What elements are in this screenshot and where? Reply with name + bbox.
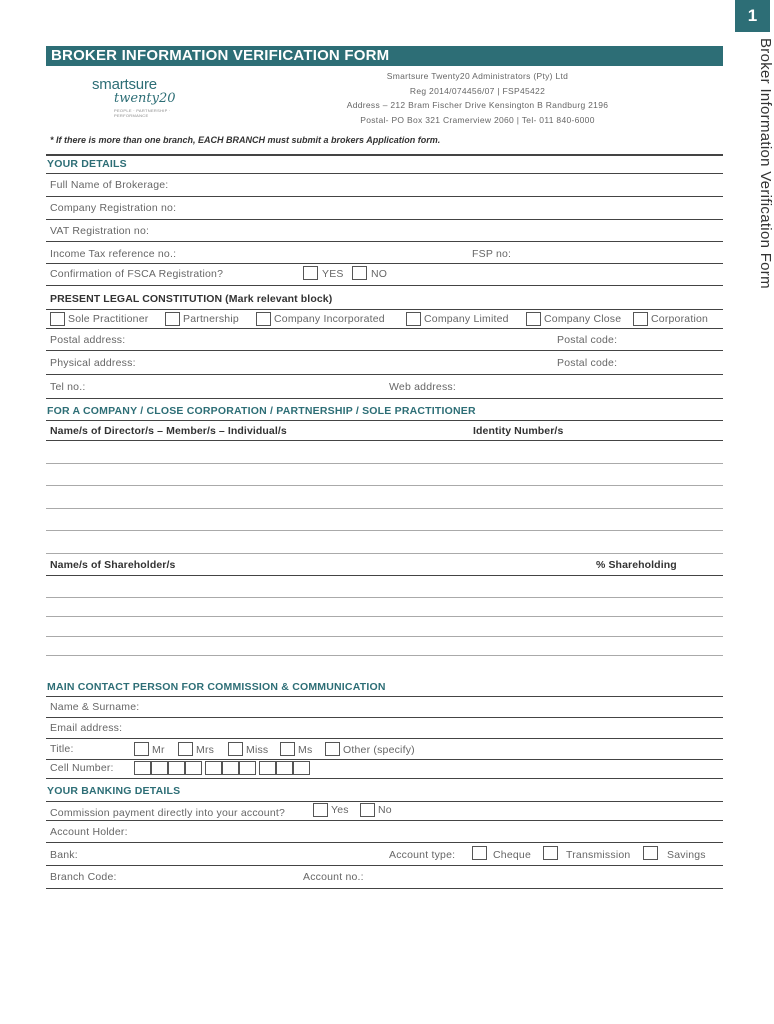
page-number: 1 — [735, 0, 770, 32]
title-mr-checkbox[interactable] — [134, 742, 149, 756]
divider — [46, 759, 723, 760]
cell-digit-box[interactable] — [168, 761, 185, 775]
contact-heading: MAIN CONTACT PERSON FOR COMMISSION & COMMUNICATION — [47, 681, 386, 693]
title-ms-checkbox[interactable] — [280, 742, 295, 756]
cell-digit-box[interactable] — [222, 761, 239, 775]
commission-label: Commission payment directly into your account? — [50, 807, 286, 819]
divider — [46, 778, 723, 779]
banking-heading: YOUR BANKING DETAILS — [47, 785, 181, 797]
cheque-label: Cheque — [493, 849, 531, 861]
divider — [46, 154, 723, 156]
title-ms-label: Ms — [298, 744, 313, 756]
branch-code-label[interactable]: Branch Code: — [50, 871, 117, 883]
divider — [46, 801, 723, 802]
director-line[interactable] — [46, 508, 723, 509]
corporation-label: Corporation — [651, 313, 709, 325]
title-mrs-label: Mrs — [196, 744, 215, 756]
divider — [46, 173, 723, 174]
web-address-label[interactable]: Web address: — [389, 381, 456, 393]
divider — [46, 888, 723, 889]
divider — [46, 842, 723, 843]
divider — [46, 865, 723, 866]
divider — [46, 696, 723, 697]
divider — [46, 374, 723, 375]
divider — [46, 328, 723, 329]
title-other-label: Other (specify) — [343, 744, 415, 756]
director-line[interactable] — [46, 485, 723, 486]
postal-code-2-label[interactable]: Postal code: — [557, 357, 618, 369]
vat-label[interactable]: VAT Registration no: — [50, 225, 150, 237]
director-line[interactable] — [46, 463, 723, 464]
divider — [46, 309, 723, 310]
shareholder-line[interactable] — [46, 616, 723, 617]
branch-note: * If there is more than one branch, EACH BRANCH must submit a brokers Application form. — [50, 135, 441, 145]
form-title: BROKER INFORMATION VERIFICATION FORM — [46, 46, 723, 66]
cheque-checkbox[interactable] — [472, 846, 487, 860]
divider — [46, 398, 723, 399]
title-other-checkbox[interactable] — [325, 742, 340, 756]
postal-code-label[interactable]: Postal code: — [557, 334, 618, 346]
divider — [46, 738, 723, 739]
logo-main-text: smartsure — [92, 76, 157, 93]
transmission-label: Transmission — [566, 849, 631, 861]
divider — [46, 717, 723, 718]
shareholder-line[interactable] — [46, 636, 723, 637]
logo-tagline: PEOPLE · PARTNERSHIP · PERFORMANCE — [114, 108, 171, 118]
title-label: Title: — [50, 743, 74, 755]
bank-label[interactable]: Bank: — [50, 849, 78, 861]
commission-yes-checkbox[interactable] — [313, 803, 328, 817]
divider — [46, 241, 723, 242]
company-incorporated-label: Company Incorporated — [274, 313, 385, 325]
brokerage-label[interactable]: Full Name of Brokerage: — [50, 179, 169, 191]
cell-digit-box[interactable] — [259, 761, 276, 775]
physical-address-label[interactable]: Physical address: — [50, 357, 136, 369]
company-address: Address – 212 Bram Fischer Drive Kensington B Randburg 2196 — [346, 100, 609, 110]
contact-name-label[interactable]: Name & Surname: — [50, 701, 140, 713]
commission-no-checkbox[interactable] — [360, 803, 375, 817]
your-details-heading: YOUR DETAILS — [47, 158, 127, 170]
company-limited-label: Company Limited — [424, 313, 509, 325]
account-type-label: Account type: — [389, 849, 456, 861]
shareholders-heading: Name/s of Shareholder/s — [50, 559, 176, 571]
sole-practitioner-checkbox[interactable] — [50, 312, 65, 326]
divider — [46, 350, 723, 351]
company-logo — [92, 76, 176, 118]
sole-practitioner-label: Sole Practitioner — [68, 313, 149, 325]
company-reg-label[interactable]: Company Registration no: — [50, 202, 177, 214]
fsca-yes-label: YES — [322, 268, 344, 280]
cell-digit-box[interactable] — [205, 761, 222, 775]
title-mrs-checkbox[interactable] — [178, 742, 193, 756]
divider — [46, 219, 723, 220]
commission-yes-label: Yes — [331, 804, 349, 816]
identity-heading: Identity Number/s — [473, 425, 564, 437]
company-reg: Reg 2014/074456/07 | FSP45422 — [409, 85, 546, 96]
divider — [46, 420, 723, 421]
fsca-no-checkbox[interactable] — [352, 266, 367, 280]
cell-digit-box[interactable] — [134, 761, 151, 775]
shareholder-line[interactable] — [46, 655, 723, 656]
director-line[interactable] — [46, 553, 723, 554]
savings-checkbox[interactable] — [643, 846, 658, 860]
title-miss-label: Miss — [246, 744, 269, 756]
cell-digit-box[interactable] — [276, 761, 293, 775]
cell-digit-box[interactable] — [293, 761, 310, 775]
income-tax-label[interactable]: Income Tax reference no.: — [50, 248, 177, 260]
company-close-label: Company Close — [544, 313, 622, 325]
partnership-checkbox[interactable] — [165, 312, 180, 326]
divider — [46, 285, 723, 286]
shareholder-line[interactable] — [46, 597, 723, 598]
postal-address-label[interactable]: Postal address: — [50, 334, 126, 346]
divider — [46, 263, 723, 264]
cell-digit-box[interactable] — [185, 761, 202, 775]
account-no-label[interactable]: Account no.: — [303, 871, 364, 883]
commission-no-label: No — [378, 804, 392, 816]
divider — [46, 440, 723, 441]
fsca-label: Confirmation of FSCA Registration? — [50, 268, 224, 280]
legal-heading: PRESENT LEGAL CONSTITUTION (Mark relevant block) — [50, 293, 333, 305]
company-postal: Postal- PO Box 321 Cramerview 2060 | Tel- 011 840-6000 — [360, 114, 595, 125]
tel-label[interactable]: Tel no.: — [50, 381, 86, 393]
shareholding-heading: % Shareholding — [596, 559, 677, 571]
divider — [46, 820, 723, 821]
savings-label: Savings — [667, 849, 706, 861]
account-holder-label[interactable]: Account Holder: — [50, 826, 128, 838]
company-name: Smartsure Twenty20 Administrators (Pty) Ltd — [386, 71, 569, 81]
fsca-yes-checkbox[interactable] — [303, 266, 318, 280]
email-label[interactable]: Email address: — [50, 722, 123, 734]
company-info — [320, 69, 635, 127]
company-section-heading: FOR A COMPANY / CLOSE CORPORATION / PARTNERSHIP / SOLE PRACTITIONER — [47, 405, 476, 417]
logo-sub-text: twenty20 — [114, 91, 176, 106]
side-title: Broker Information Verification Form — [757, 38, 774, 289]
partnership-label: Partnership — [183, 313, 239, 325]
cell-digit-box[interactable] — [239, 761, 256, 775]
company-close-checkbox[interactable] — [526, 312, 541, 326]
divider — [46, 196, 723, 197]
fsca-no-label: NO — [371, 268, 388, 280]
title-miss-checkbox[interactable] — [228, 742, 243, 756]
company-limited-checkbox[interactable] — [406, 312, 421, 326]
director-line[interactable] — [46, 530, 723, 531]
title-mr-label: Mr — [152, 744, 165, 756]
directors-heading: Name/s of Director/s – Member/s – Individual/s — [50, 425, 287, 437]
company-incorporated-checkbox[interactable] — [256, 312, 271, 326]
divider — [46, 575, 723, 576]
cell-digit-box[interactable] — [151, 761, 168, 775]
corporation-checkbox[interactable] — [633, 312, 648, 326]
fsp-label[interactable]: FSP no: — [472, 248, 512, 260]
cell-number-label: Cell Number: — [50, 762, 114, 774]
transmission-checkbox[interactable] — [543, 846, 558, 860]
